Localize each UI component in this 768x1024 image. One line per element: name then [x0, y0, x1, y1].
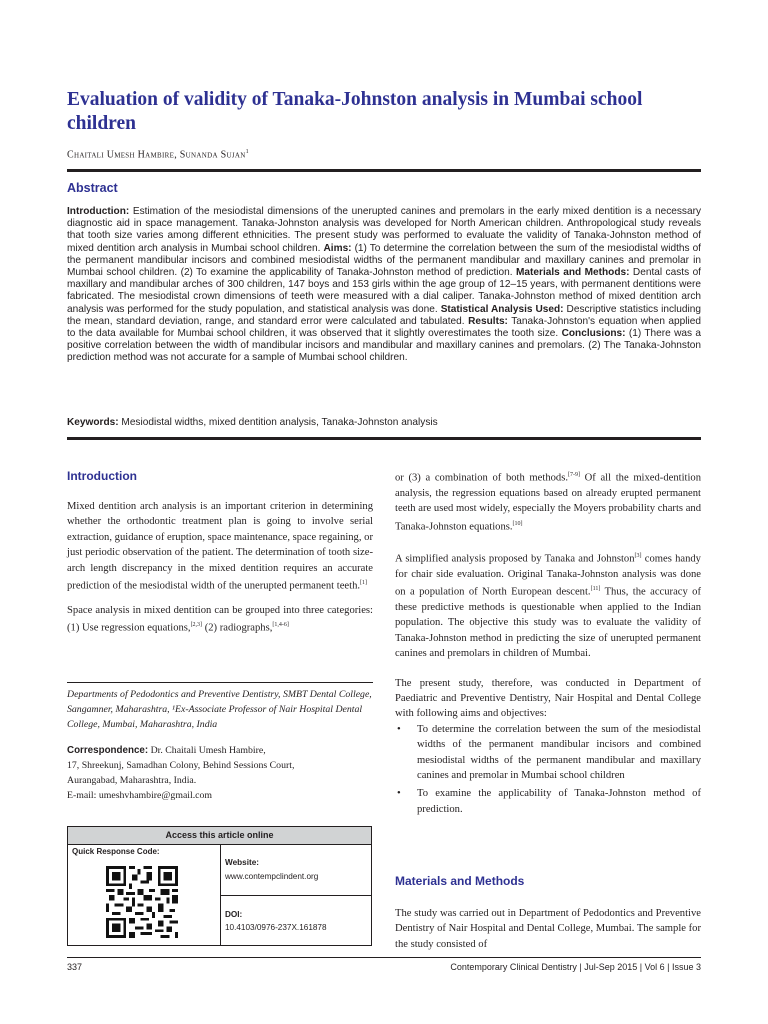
doi-label: DOI: [225, 910, 243, 919]
intro-r2-text-a: A simplified analysis proposed by Tanaka and Johnston [395, 553, 635, 565]
correspondence-label: Correspondence: [67, 745, 149, 756]
keywords-label: Keywords: [67, 417, 119, 428]
website-link[interactable]: www.contempclindent.org [225, 872, 319, 881]
aim-text: To determine the correlation between the sum of the mesiodistal widths of the permanent mandibular incisors and combined mesiodistal widths of the permanent mandibular and maxillary canines and premolar in Mumbai school children [417, 723, 701, 782]
materials-paragraph-1: The study was carried out in Department of Pedodontics and Preventive Dentistry of Nair Hospital and Dental College, Mumbai. The sample for the study consisted of [395, 908, 701, 950]
author-list [67, 149, 249, 160]
intro-paragraph-3 [395, 468, 701, 535]
citation[interactable]: [1,4-6] [272, 622, 289, 629]
left-column [67, 499, 373, 645]
header-rule [67, 169, 701, 172]
article-title: Evaluation of validity of Tanaka-Johnston analysis in Mumbai school children [67, 89, 643, 134]
correspondence-name: Dr. Chaitali Umesh Hambire, [148, 745, 266, 756]
access-box-heading: Access this article online [68, 827, 371, 845]
bullet-icon: • [397, 723, 401, 735]
abstract-results-label: Results: [468, 315, 508, 327]
doi-value[interactable]: 10.4103/0976-237X.161878 [225, 923, 327, 932]
keywords-text: Mesiodistal widths, mixed dentition analysis, Tanaka-Johnston analysis [118, 417, 438, 428]
citation[interactable]: [10] [512, 520, 523, 527]
materials-methods-heading: Materials and Methods [395, 874, 525, 888]
abstract-stats-text: Descriptive statistics including the mean, standard deviation, range, and standard error were calculated and tabulated. [67, 303, 701, 327]
correspondence-address-line-2: Aurangabad, Maharashtra, India. [67, 775, 197, 786]
doi-cell [221, 896, 371, 945]
intro-paragraph-1 [67, 499, 373, 594]
citation[interactable]: [11] [590, 586, 601, 593]
intro-r1-text-a: or (3) a combination of both methods. [395, 472, 568, 484]
correspondence-email[interactable]: E-mail: umeshvhambire@gmail.com [67, 790, 213, 801]
abstract-aims-label: Aims: [323, 242, 352, 254]
abstract-stats-label: Statistical Analysis Used: [440, 303, 564, 315]
intro-r2-text-c: Thus, the accuracy of these predictive methods is questionable when applied to the Indian population. The objective this study was to evaluate the validity of Tanaka-Johnston method in predicting the size of unerupted permanent canines and premolars in children of Mumbai. [395, 586, 702, 660]
intro-paragraph-5: The present study, therefore, was conducted in Department of Paediatric and Preventive Dentistry, Nair Hospital and Dental College with following aims and objectives: [395, 677, 701, 720]
abstract-bottom-rule [67, 437, 701, 440]
author-names: Chaitali Umesh Hambire, Sunanda Sujan [67, 149, 246, 161]
abstract-conclusions-label: Conclusions: [561, 328, 626, 340]
aim-text: To examine the applicability of Tanaka-Johnston method of prediction. [417, 788, 701, 815]
intro-r1-text-b: Of all the mixed-dentition analysis, the regression equations based on already erupted permanent teeth are used most widely, especially the Moyers probability charts and Tanaka-Johnston equations. [395, 472, 701, 533]
citation[interactable]: [3] [634, 552, 642, 559]
abstract-results-text: Tanaka-Johnston's equation when applied to the data available for Mumbai school children, it was observed that it slightly overestimates the tooth size. [67, 315, 701, 340]
list-item [395, 722, 701, 784]
intro-p1-text: Mixed dentition arch analysis is an important criterion in determining whether the orthodontic treatment plan is going to involve serial extraction, guidance of eruption, space maintenance, space regaining, or just periodic observation of the patient. The determination of tooth size-arch length discrepancy in the mixed dentition requires an accurate prediction of the mesiodistal width of the unerupted permanent teeth. [67, 501, 373, 592]
abstract-methods-text: Dental casts of maxillary and mandibular arches of 300 children, 147 boys and 153 girls within the age group of 12–15 years, with permanent dentitions were fabricated. The mesiodistal crown dimensions of teeth were measured with a dial caliper. Tanaka-Johnston method of mixed dentition arch analysis was performed for the study population, and statistical analysis was done. [67, 267, 701, 315]
abstract-methods-label: Materials and Methods: [516, 267, 630, 279]
citation[interactable]: [7-9] [567, 472, 580, 478]
aims-list [395, 722, 701, 817]
qr-code-icon[interactable] [106, 866, 178, 938]
intro-p2-text-b: (2) radiographs, [202, 622, 273, 634]
page-number: 337 [67, 962, 83, 972]
intro-paragraph-4 [395, 549, 701, 662]
abstract-conclusions-text: (1) There was a positive correlation between the width of mandibular incisors and mandibular and maxillary canines and premolars. (2) The Tanaka-Johnston prediction method was not accurate for a sample of Mumbai school children. [67, 328, 702, 364]
citation[interactable]: [2,3] [190, 622, 203, 629]
access-online-box [67, 826, 372, 946]
introduction-heading: Introduction [67, 469, 137, 483]
abstract-intro-label: Introduction: [67, 206, 130, 217]
affiliation-rule [67, 682, 373, 683]
intro-paragraph-2 [67, 603, 373, 636]
correspondence-address-line-1: 17, Shreekunj, Samadhan Colony, Behind Sessions Court, [67, 760, 295, 771]
abstract-aims-text: (1) To determine the correlation between the sum of the mesiodistal widths of the permanent mandibular incisors and combined mesiodistal widths of the permanent mandibular and maxillary canines and premolar in Mumbai school children. (2) To examine the applicability of Tanaka-Johnston method of prediction. [67, 242, 701, 279]
materials-column [395, 906, 701, 952]
correspondence [67, 743, 373, 803]
qr-cell [68, 845, 221, 945]
abstract-heading: Abstract [67, 181, 118, 195]
abstract-intro-text: Estimation of the mesiodistal dimensions of the unerupted canines and premolars in the early mixed dentition is a necessary diagnostic aid in space management. Tanaka-Johnston analysis was developed for North American children. Anthropological study reveals that tooth size varies among different ethnicities. The present study was performed to evaluate the validity of Tanaka-Johnston method of mixed dentition arch analysis in Mumbai school children. [67, 206, 701, 254]
footer-rule [67, 957, 701, 958]
author-affil-mark: 1 [245, 149, 249, 155]
keywords [67, 417, 701, 429]
journal-reference: Contemporary Clinical Dentistry | Jul-Sep 2015 | Vol 6 | Issue 3 [450, 962, 701, 972]
intro-r2-text-b: comes handy for chair side evaluation. Original Tanaka-Johnston analysis was done on a population of North European descent. [395, 553, 701, 598]
qr-label: Quick Response Code: [72, 847, 160, 856]
website-label: Website: [225, 858, 259, 867]
abstract-body [67, 206, 701, 365]
website-cell [221, 845, 371, 896]
bullet-icon: • [397, 788, 401, 800]
list-item [395, 786, 701, 817]
citation[interactable]: [1] [360, 580, 368, 587]
intro-p2-text-a: Space analysis in mixed dentition can be grouped into three categories: (1) Use regression equations, [67, 604, 373, 634]
affiliation: Departments of Pedodontics and Preventive Dentistry, SMBT Dental College, Sangamner, Maharashtra, ¹Ex-Associate Professor of Nair Hospital Dental College, Mumbai, Maharashtra, India [67, 689, 372, 731]
right-column [395, 468, 701, 820]
